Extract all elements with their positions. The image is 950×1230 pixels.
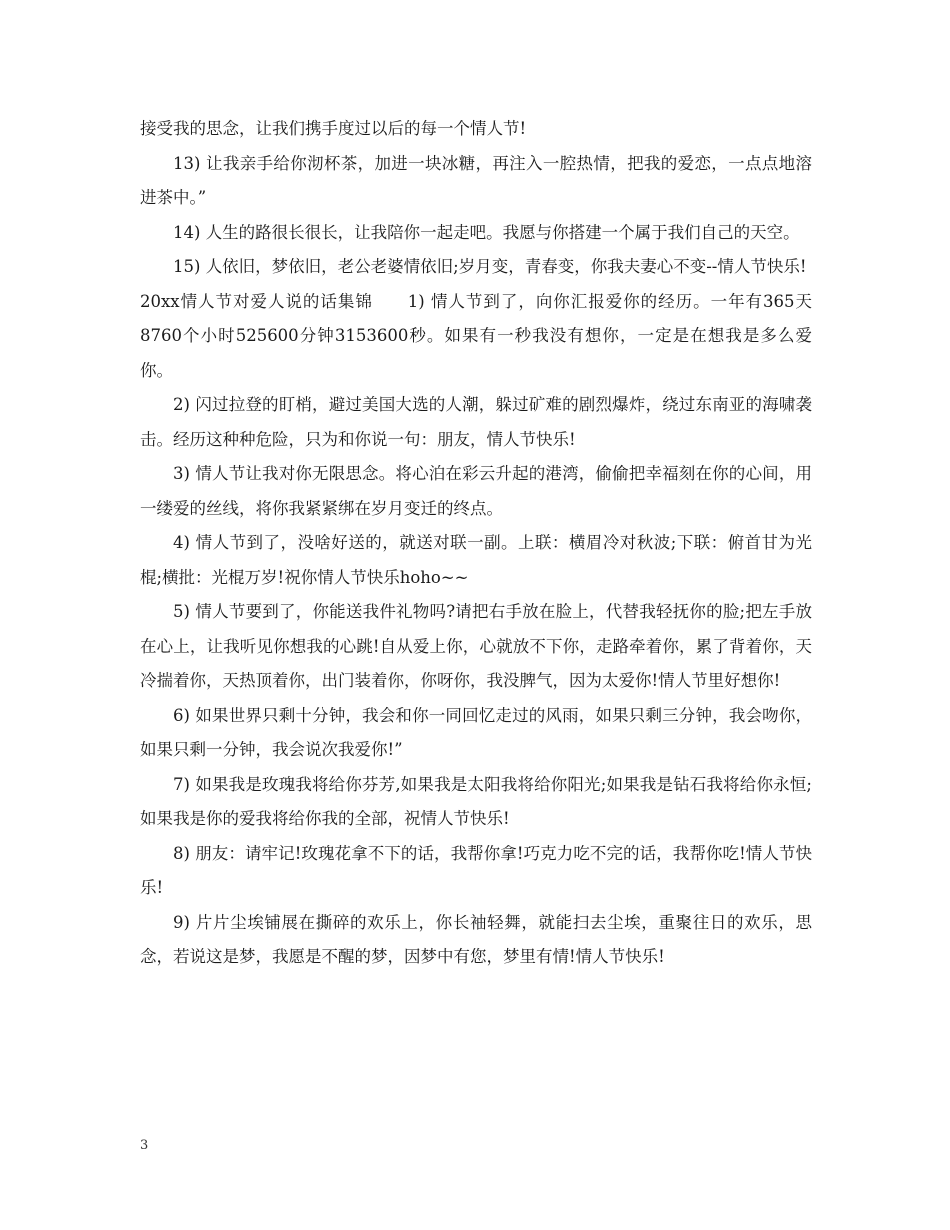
paragraph: 4) 情人节到了，没啥好送的，就送对联一副。上联：横眉冷对秋波;下联：俯首甘为光棍;横批：光棍万岁!祝你情人节快乐hoho~~ — [140, 533, 812, 587]
page-number: 3 — [140, 1138, 149, 1153]
paragraph: 13) 让我亲手给你沏杯茶，加进一块冰糖，再注入一腔热情，把我的爱恋，一点点地溶进茶中。” — [140, 153, 812, 207]
paragraph: 2) 闪过拉登的盯梢，避过美国大选的人潮，躲过矿难的剧烈爆炸，绕过东南亚的海啸袭击。经历这种种危险，只为和你说一句：朋友，情人节快乐! — [140, 395, 812, 449]
paragraph: 3) 情人节让我对你无限思念。将心泊在彩云升起的港湾，偷偷把幸福刻在你的心间，用一缕爱的丝线，将你我紧紧绑在岁月变迁的终点。 — [140, 464, 812, 518]
paragraph: 6) 如果世界只剩十分钟，我会和你一同回忆走过的风雨，如果只剩三分钟，我会吻你，如果只剩一分钟，我会说次我爱你!” — [140, 705, 812, 759]
paragraph: 9) 片片尘埃铺展在撕碎的欢乐上，你长袖轻舞，就能扫去尘埃，重聚往日的欢乐，思念，若说这是梦，我愿是不醒的梦，因梦中有您，梦里有情!情人节快乐! — [140, 912, 812, 966]
paragraph: 14) 人生的路很长很长，让我陪你一起走吧。我愿与你搭建一个属于我们自己的天空。 — [173, 222, 800, 242]
paragraph: 8) 朋友：请牢记!玫瑰花拿不下的话，我帮你拿!巧克力吃不完的话，我帮你吃!情人节快乐! — [140, 843, 812, 897]
paragraph: 接受我的思念，让我们携手度过以后的每一个情人节! — [140, 119, 527, 138]
paragraph: 20xx情人节对爱人说的话集锦 1) 情人节到了，向你汇报爱你的经历。一年有365天8760个小时525600分钟3153600秒。如果有一秒我没有想你，一定是在想我是多么爱你。 — [140, 291, 812, 380]
paragraph: 15) 人依旧，梦依旧，老公老婆情依旧;岁月变，青春变，你我夫妻心不变--情人节快乐! — [173, 257, 807, 276]
document-body — [140, 112, 812, 975]
paragraph: 5) 情人节要到了，你能送我件礼物吗?请把右手放在脸上，代替我轻抚你的脸;把左手放在心上，让我听见你想我的心跳!自从爱上你，心就放不下你，走路牵着你，累了背着你，天冷揣着你，天热顶着你，出门装着你，你呀你，我没脾气，因为太爱你!情人节里好想你! — [140, 602, 812, 690]
paragraph: 7) 如果我是玫瑰我将给你芬芳,如果我是太阳我将给你阳光;如果我是钻石我将给你永恒;如果我是你的爱我将给你我的全部，祝情人节快乐! — [140, 774, 812, 828]
